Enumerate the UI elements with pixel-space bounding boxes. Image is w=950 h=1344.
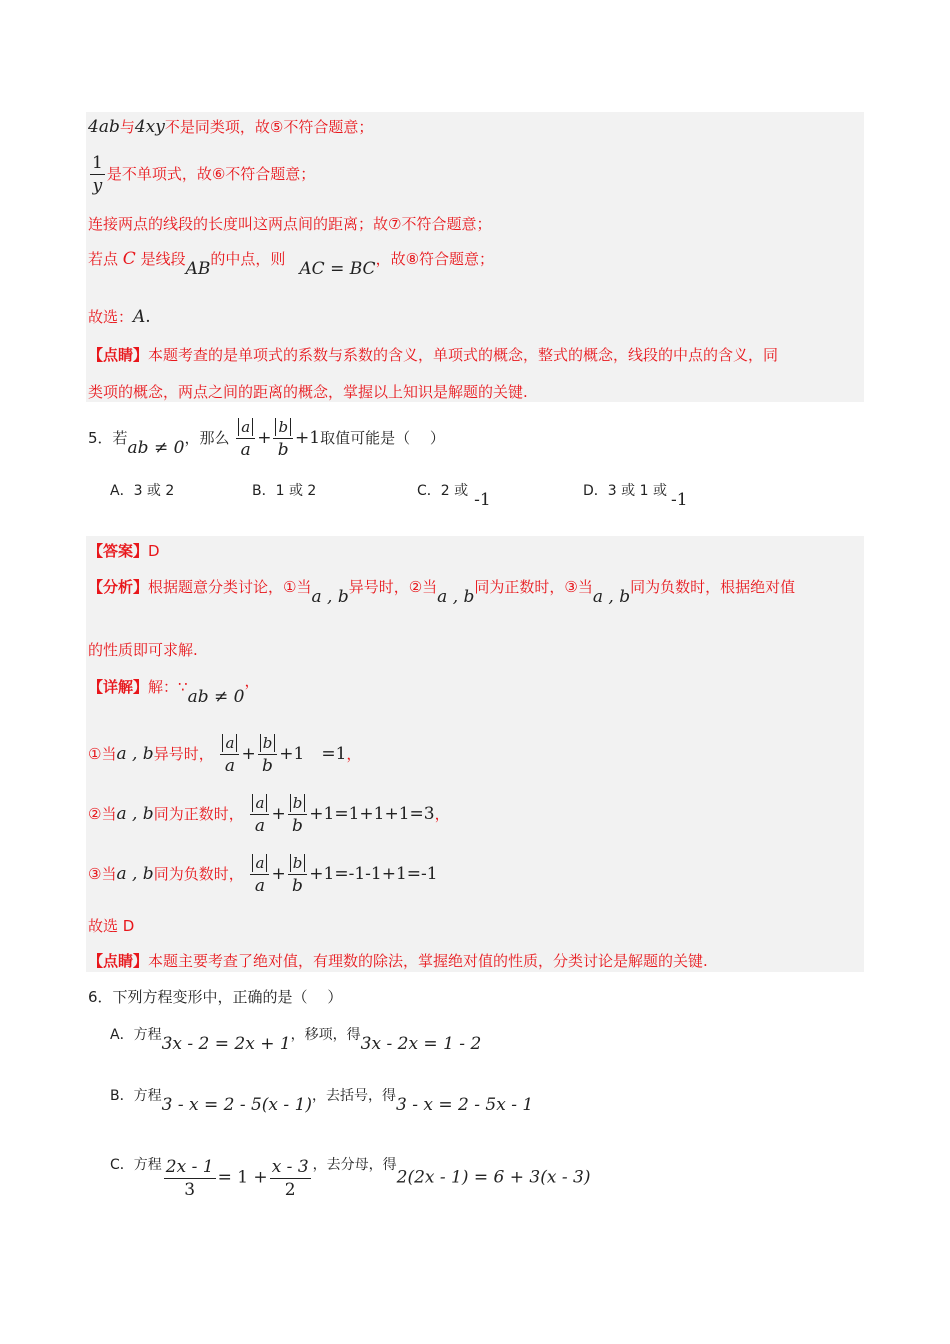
fraction-one-over-y: $\frac{1}{y}$ [92, 153, 103, 196]
case-1: ①当a , b异号时， $\frac{a}{a}$ + $\frac{b}{b}$ +1 =1， [88, 734, 362, 776]
option-6b[interactable]: B．方程3 - x = 2 - 5(x - 1)，去括号，得3 - x = 2 - 5x - 1 [110, 1088, 534, 1115]
fraction-x-3-over-2: $\frac{x - 3}{2}$ [271, 1157, 309, 1200]
option-6a[interactable]: A．方程3x - 2 = 2x + 1，移项，得3x - 2x = 1 - 2 [110, 1027, 482, 1054]
question-5: 5．若ab ≠ 0，那么 $\frac{a}{a}$ + $\frac{b}{b}$ +1取值可能是（ ） [88, 418, 445, 460]
fraction-2x-1-over-3: $\frac{2x - 1}{3}$ [165, 1157, 214, 1200]
option-5a[interactable]: A．3 或 2 [110, 483, 175, 499]
case-2: ②当a , b同为正数时， $\frac{a}{a}$ + $\frac{b}{b}$ +1=1+1+1=3， [88, 794, 450, 836]
option-5c[interactable]: C．2 或 -1 [417, 483, 491, 510]
question-6: 6．下列方程变形中，正确的是（ ） [88, 988, 343, 1006]
detail-5: 【详解】解：∵ab ≠ 0， [88, 672, 260, 707]
tip-block-1-line2: 类项的概念，两点之间的距离的概念，掌握以上知识是解题的关键. [88, 383, 528, 401]
line-not-monomial: $\frac{1}{y}$ 是不单项式，故⑥不符合题意； [92, 153, 316, 196]
option-6c[interactable]: C．方程 $\frac{2x - 1}{3}$ = 1 + $\frac{x - 3}{2}$ ，去分母，得2(2x - 1) = 6 + 3(x - 3) [110, 1156, 591, 1200]
option-5b[interactable]: B．1 或 2 [252, 483, 317, 499]
tip-block-5: 【点睛】本题主要考查了绝对值，有理数的除法，掌握绝对值的性质，分类讨论是解题的关键. [88, 952, 708, 970]
line-choose-a: 故选：A. [88, 307, 151, 327]
line-midpoint: 若点 C 是线段AB的中点，则 AC = BC，故⑧符合题意； [88, 249, 495, 279]
fraction-abs-a-over-a: $\frac{a}{a}$ [236, 416, 255, 461]
analysis-5: 【分析】根据题意分类讨论，①当a , b异号时，②当a , b同为正数时，③当a , b同为负数时，根据绝对值 [88, 578, 796, 607]
option-5d[interactable]: D．3 或 1 或 -1 [583, 483, 688, 510]
case-3: ③当a , b同为负数时， $\frac{a}{a}$ + $\frac{b}{b}$ +1=-1-1+1=-1 [88, 854, 438, 896]
fraction-abs-b-over-b: $\frac{b}{b}$ [273, 416, 293, 461]
tip-block-1: 【点睛】本题考查的是单项式的系数与系数的含义，单项式的概念，整式的概念，线段的中点的含义，同 [88, 346, 779, 364]
answer-5: 【答案】D [88, 542, 160, 560]
line-not-like-terms: 4ab与4xy不是同类项，故⑤不符合题意； [88, 117, 374, 137]
analysis-5-line2: 的性质即可求解. [88, 641, 198, 659]
line-distance-definition: 连接两点的线段的长度叫这两点间的距离；故⑦不符合题意； [88, 215, 492, 233]
choose-d: 故选 D [88, 917, 135, 935]
